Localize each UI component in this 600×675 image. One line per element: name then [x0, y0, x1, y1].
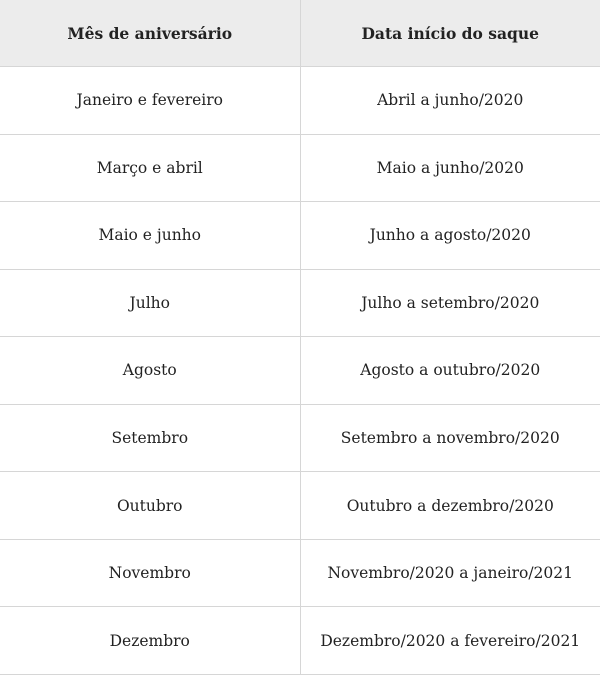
withdrawal-start-cell: Outubro a dezembro/2020 [300, 472, 600, 540]
withdrawal-start-cell: Abril a junho/2020 [300, 67, 600, 135]
withdrawal-start-cell: Dezembro/2020 a fevereiro/2021 [300, 607, 600, 675]
birth-month-cell: Julho [0, 269, 300, 337]
withdrawal-start-cell: Junho a agosto/2020 [300, 202, 600, 270]
withdrawal-start-cell: Julho a setembro/2020 [300, 269, 600, 337]
table-row [0, 539, 600, 607]
birth-month-cell: Outubro [0, 472, 300, 540]
table-row [0, 134, 600, 202]
birth-month-cell: Setembro [0, 404, 300, 472]
withdrawal-start-cell: Maio a junho/2020 [300, 134, 600, 202]
table-row [0, 607, 600, 675]
header-row [0, 0, 600, 67]
table-row [0, 404, 600, 472]
withdrawal-start-cell: Agosto a outubro/2020 [300, 337, 600, 405]
header-withdrawal-start: Data início do saque [300, 0, 600, 67]
birth-month-cell: Março e abril [0, 134, 300, 202]
table-header [0, 0, 600, 67]
birth-month-cell: Agosto [0, 337, 300, 405]
birth-month-cell: Maio e junho [0, 202, 300, 270]
header-birth-month: Mês de aniversário [0, 0, 300, 67]
table-row [0, 269, 600, 337]
table-row [0, 337, 600, 405]
table-row [0, 202, 600, 270]
birth-month-cell: Janeiro e fevereiro [0, 67, 300, 135]
birth-month-cell: Novembro [0, 539, 300, 607]
table-row [0, 472, 600, 540]
table-row [0, 67, 600, 135]
table-body [0, 67, 600, 675]
withdrawal-start-cell: Setembro a novembro/2020 [300, 404, 600, 472]
withdrawal-start-cell: Novembro/2020 a janeiro/2021 [300, 539, 600, 607]
birth-month-cell: Dezembro [0, 607, 300, 675]
